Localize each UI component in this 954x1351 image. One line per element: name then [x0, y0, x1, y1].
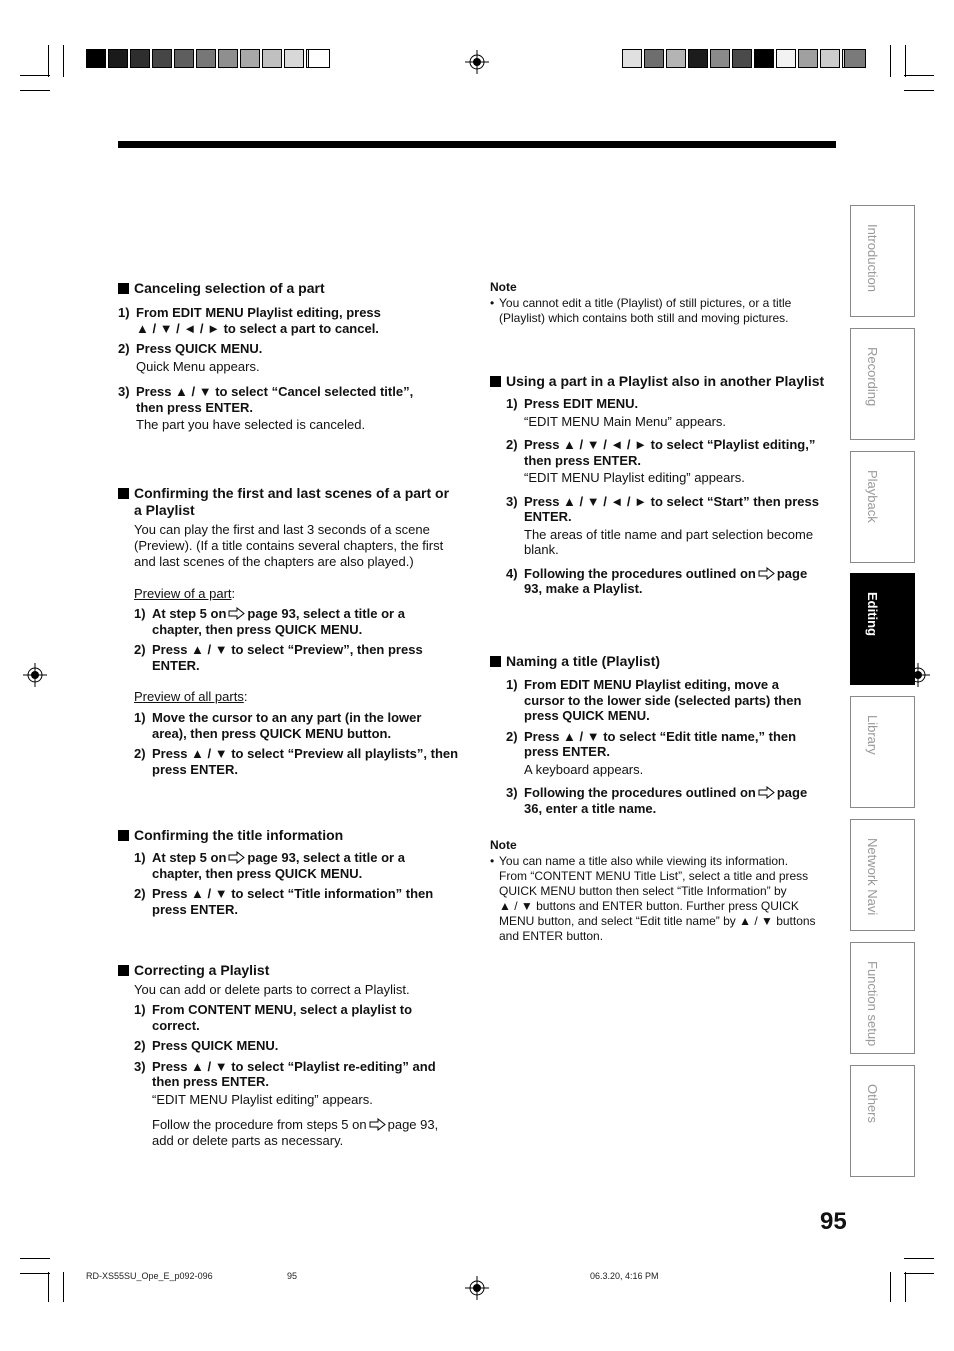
section-canceling	[118, 280, 468, 433]
step-1: 1) From EDIT MENU Playlist editing, press ▲ / ▼ / ◄ / ► to select a part to cancel.	[118, 305, 381, 336]
step-result: The part you have selected is canceled.	[136, 417, 366, 432]
left-column	[118, 280, 468, 1148]
step-text: Following the procedures outlined on	[524, 565, 756, 581]
step-result: “EDIT MENU Playlist editing” appears.	[524, 470, 745, 485]
note-text: add or delete parts as necessary.	[152, 1132, 344, 1148]
section-another-playlist	[490, 373, 840, 597]
section-heading	[118, 485, 468, 519]
note-text: Follow the procedure from steps 5 on	[152, 1117, 367, 1132]
step-result: “EDIT MENU Main Menu” appears.	[524, 413, 727, 429]
swatch	[196, 49, 216, 68]
note-text: • You cannot edit a title (Playlist) of still pictures, or a title (Playlist) which contains both still and moving pictures.	[490, 295, 792, 325]
arrow-right-icon	[758, 786, 775, 799]
result-line: blank.	[524, 542, 559, 557]
tab-label: Editing	[865, 592, 880, 637]
footer-file: RD-XS55SU_Ope_E_p092-096	[86, 1271, 213, 1281]
crosshair-icon	[23, 663, 47, 687]
step-text: Press ▲ / ▼ to select “Preview”, then press	[152, 642, 423, 657]
tab-others[interactable]	[850, 1065, 915, 1177]
step-2: 2) Press QUICK MENU.	[134, 1038, 279, 1053]
swatch	[710, 49, 730, 68]
arrow-right-icon	[228, 851, 245, 864]
tab-label: Function setup	[865, 961, 880, 1047]
step-text: Press ▲ / ▼ to select “Cancel selected title”,	[136, 384, 414, 399]
tab-introduction[interactable]	[850, 205, 915, 317]
section-confirm-scenes	[118, 485, 468, 777]
tab-label: Network Navi	[865, 838, 880, 916]
step-text: correct.	[152, 1017, 200, 1033]
step-1: 1) From EDIT MENU Playlist editing, move a cursor to the lower side (selected parts) then press QUICK MENU.	[506, 677, 802, 723]
step-text: press ENTER.	[152, 901, 238, 917]
note-text: page 93,	[387, 1117, 439, 1132]
step-text: From EDIT MENU Playlist editing, press	[136, 305, 381, 320]
step-1: 1) Move the cursor to an any part (in the lower area), then press QUICK MENU button.	[134, 710, 422, 741]
step-3: 3) Press ▲ / ▼ to select “Cancel selected title”, then press ENTER.	[118, 384, 414, 415]
step-text: then press ENTER.	[152, 1074, 270, 1089]
note-line: You can name a title also while viewing its information.	[499, 853, 789, 868]
crop-mark	[904, 1258, 934, 1259]
step-text: then press ENTER.	[524, 452, 642, 468]
subheading-text: Preview of all parts	[134, 689, 244, 704]
step-text: Press ▲ / ▼ / ◄ / ► to select “Playlist editing,”	[524, 437, 816, 452]
body-line: You can add or delete parts to correct a Playlist.	[134, 982, 410, 997]
step-1: 1) Press EDIT MENU.	[506, 396, 639, 411]
footer-date: 06.3.20, 4:16 PM	[590, 1271, 659, 1281]
arrow-right-icon	[228, 607, 245, 620]
step-text: 36, enter a title name.	[524, 800, 657, 816]
swatch	[262, 49, 282, 68]
step-text: At step 5 on	[152, 850, 227, 865]
note-line: MENU button, and select “Edit title name” by ▲ / ▼ buttons	[499, 913, 816, 928]
step-2: 2) Press ▲ / ▼ / ◄ / ► to select “Playlist editing,” then press ENTER.	[506, 437, 816, 468]
crop-mark	[890, 45, 891, 77]
swatch	[308, 49, 330, 68]
step-text: At step 5 on	[152, 606, 227, 621]
crop-mark	[904, 1273, 934, 1274]
subheading: Preview of all parts:	[134, 689, 248, 704]
crop-mark	[63, 1272, 64, 1302]
step-text: chapter, then press QUICK MENU.	[152, 621, 363, 637]
step-2: 2) Press ▲ / ▼ to select “Preview all playlists”, then press ENTER.	[134, 746, 459, 777]
swatch	[86, 49, 106, 68]
swatch	[820, 49, 840, 68]
step-1: 1) At step 5 on page 93, select a title or a chapter, then press QUICK MENU.	[134, 850, 405, 881]
swatch	[218, 49, 238, 68]
body-line: and last scenes of the chapters are also played.)	[134, 554, 414, 569]
step-text: ENTER.	[152, 657, 200, 673]
subheading: Preview of a part:	[134, 586, 236, 601]
note-2	[490, 838, 840, 944]
tab-label: Playback	[865, 470, 880, 523]
swatch	[130, 49, 150, 68]
body-line: (Preview). (If a title contains several chapters, the first	[134, 538, 444, 553]
step-text: press QUICK MENU.	[524, 708, 650, 723]
right-column	[490, 280, 840, 943]
section-body	[118, 850, 468, 917]
swatch	[108, 49, 128, 68]
step-text: chapter, then press QUICK MENU.	[152, 865, 363, 881]
tab-label: Recording	[865, 347, 880, 407]
swatch	[240, 49, 260, 68]
section-naming	[490, 653, 840, 816]
step-text: Press ▲ / ▼ to select “Preview all playlists”, then	[152, 746, 459, 761]
note-line: and ENTER button.	[499, 928, 604, 943]
step-result	[524, 527, 840, 558]
tab-playback[interactable]	[850, 451, 915, 563]
step-1: 1) At step 5 on page 93, select a title or a chapter, then press QUICK MENU.	[134, 606, 405, 637]
step-text: Press QUICK MENU.	[136, 341, 263, 356]
section-body	[490, 396, 840, 597]
step-text: Press EDIT MENU.	[524, 396, 639, 411]
result-line: The areas of title name and part selection become	[524, 526, 814, 542]
step-text: 93, make a Playlist.	[524, 581, 643, 596]
step-2: 2) Press ▲ / ▼ to select “Title information” then press ENTER.	[134, 886, 434, 917]
crop-mark	[905, 1272, 906, 1302]
step-text: ENTER.	[524, 509, 572, 524]
step-4: 4) Following the procedures outlined on page 93, make a Playlist.	[506, 565, 808, 596]
section-heading: Naming a title (Playlist)	[490, 653, 840, 670]
swatch	[844, 49, 866, 68]
swatch	[622, 49, 642, 68]
section-heading: Correcting a Playlist	[118, 962, 468, 979]
section-body	[490, 677, 840, 816]
crop-mark	[904, 75, 934, 76]
step-text: Press ▲ / ▼ / ◄ / ► to select “Start” then press	[524, 493, 819, 509]
crop-mark	[48, 1272, 49, 1302]
page-number: 95	[820, 1208, 847, 1235]
step-text: Press QUICK MENU.	[152, 1038, 279, 1053]
tab-label: Introduction	[865, 224, 880, 292]
section-correcting	[118, 962, 468, 1148]
swatch	[688, 49, 708, 68]
swatch	[798, 49, 818, 68]
step-text: Press ▲ / ▼ to select “Playlist re-editing” and	[152, 1058, 436, 1074]
swatch	[284, 49, 304, 68]
section-body	[118, 522, 468, 777]
step-text: area), then press QUICK MENU button.	[152, 725, 392, 741]
crop-mark	[890, 1272, 891, 1302]
step-result: A keyboard appears.	[524, 761, 644, 777]
step-result: “EDIT MENU Playlist editing” appears.	[152, 1091, 373, 1107]
step-text: From CONTENT MENU, select a playlist to	[152, 1002, 413, 1017]
crop-mark	[20, 1258, 50, 1259]
step-text: Press ▲ / ▼ to select “Edit title name,” then	[524, 728, 797, 744]
step-text: page 93, select a title or a	[247, 606, 405, 621]
step-2: 2) Press QUICK MENU.	[118, 341, 263, 356]
note-line: You cannot edit a title (Playlist) of still pictures, or a title	[499, 295, 792, 310]
step-1: 1) From CONTENT MENU, select a playlist to correct.	[134, 1002, 413, 1033]
step-text: From EDIT MENU Playlist editing, move a	[524, 677, 779, 692]
step-2: 2) Press ▲ / ▼ to select “Edit title name,” then press ENTER.	[506, 728, 797, 759]
step-3: 3) Following the procedures outlined on page 36, enter a title name.	[506, 785, 808, 816]
note-1	[490, 280, 840, 326]
crosshair-icon	[465, 50, 489, 74]
tab-function-setup[interactable]	[850, 942, 915, 1054]
step-2: 2) Press ▲ / ▼ to select “Preview”, then press ENTER.	[134, 642, 423, 673]
note-line: QUICK MENU button then select “Title Information” by	[499, 883, 787, 898]
step-text: cursor to the lower side (selected parts) then	[524, 692, 802, 708]
section-body	[118, 982, 468, 1148]
swatch	[776, 49, 796, 68]
body-line: You can play the first and last 3 seconds of a scene	[134, 522, 430, 537]
step-text: ▲ / ▼ / ◄ / ► to select a part to cancel.	[136, 320, 379, 336]
tab-editing[interactable]	[850, 573, 915, 685]
swatch	[152, 49, 172, 68]
note-line: (Playlist) which contains both still and moving pictures.	[499, 310, 789, 325]
crop-mark	[63, 45, 64, 77]
note-text: • You can name a title also while viewing its information. From “CONTENT MENU Title List”, select a title and press QUICK MENU button then select “Title Information” by ▲ / ▼ buttons and ENTER button. Further press QUICK MENU button, and select “Edit title name” by ▲ / ▼ buttons and ENTER button.	[490, 853, 816, 943]
step-text: page	[776, 785, 808, 800]
crop-mark	[905, 45, 906, 77]
crop-mark	[48, 45, 49, 77]
step-text: Following the procedures outlined on	[524, 785, 756, 800]
arrow-right-icon	[369, 1118, 386, 1131]
section-title-info	[118, 827, 468, 917]
subheading-text: Preview of a part	[134, 586, 232, 601]
step-text: page	[776, 565, 808, 581]
section-heading: Canceling selection of a part	[118, 280, 468, 297]
section-heading: Using a part in a Playlist also in another Playlist	[490, 373, 840, 390]
tab-library[interactable]	[850, 696, 915, 808]
step-text: press ENTER.	[524, 744, 610, 759]
section-heading: Confirming the title information	[118, 827, 468, 844]
note-heading: Note	[490, 838, 517, 852]
tab-recording[interactable]	[850, 328, 915, 440]
swatch	[644, 49, 664, 68]
follow-note	[152, 1117, 468, 1148]
tab-network-navi[interactable]	[850, 819, 915, 931]
tab-label: Library	[865, 715, 880, 755]
note-line: From “CONTENT MENU Title List”, select a title and press	[499, 868, 809, 883]
crop-mark	[904, 90, 934, 91]
step-text: page 93, select a title or a	[247, 850, 405, 865]
step-3: 3) Press ▲ / ▼ to select “Playlist re-editing” and then press ENTER.	[134, 1058, 436, 1089]
footer-page: 95	[287, 1271, 298, 1281]
heading-line: a Playlist	[134, 502, 195, 518]
step-3: 3) Press ▲ / ▼ / ◄ / ► to select “Start” then press ENTER.	[506, 493, 819, 524]
heading-line: Confirming the first and last scenes of a part or	[134, 485, 450, 501]
crosshair-icon	[465, 1276, 489, 1300]
step-result: Quick Menu appears.	[136, 358, 260, 374]
crop-mark	[20, 75, 50, 76]
tab-label: Others	[865, 1084, 880, 1124]
crop-mark	[20, 90, 50, 91]
swatch	[666, 49, 686, 68]
step-text: Press ▲ / ▼ to select “Title information” then	[152, 886, 434, 901]
step-text: press ENTER.	[152, 761, 238, 777]
arrow-right-icon	[758, 567, 775, 580]
step-text: then press ENTER.	[136, 399, 254, 415]
swatch	[174, 49, 194, 68]
note-line: ▲ / ▼ buttons and ENTER button. Further press QUICK	[499, 898, 799, 913]
step-text: Move the cursor to an any part (in the lower	[152, 710, 422, 725]
note-heading: Note	[490, 280, 517, 294]
swatch	[754, 49, 774, 68]
swatch	[732, 49, 752, 68]
header-rule	[118, 141, 836, 148]
crop-mark	[20, 1273, 50, 1274]
